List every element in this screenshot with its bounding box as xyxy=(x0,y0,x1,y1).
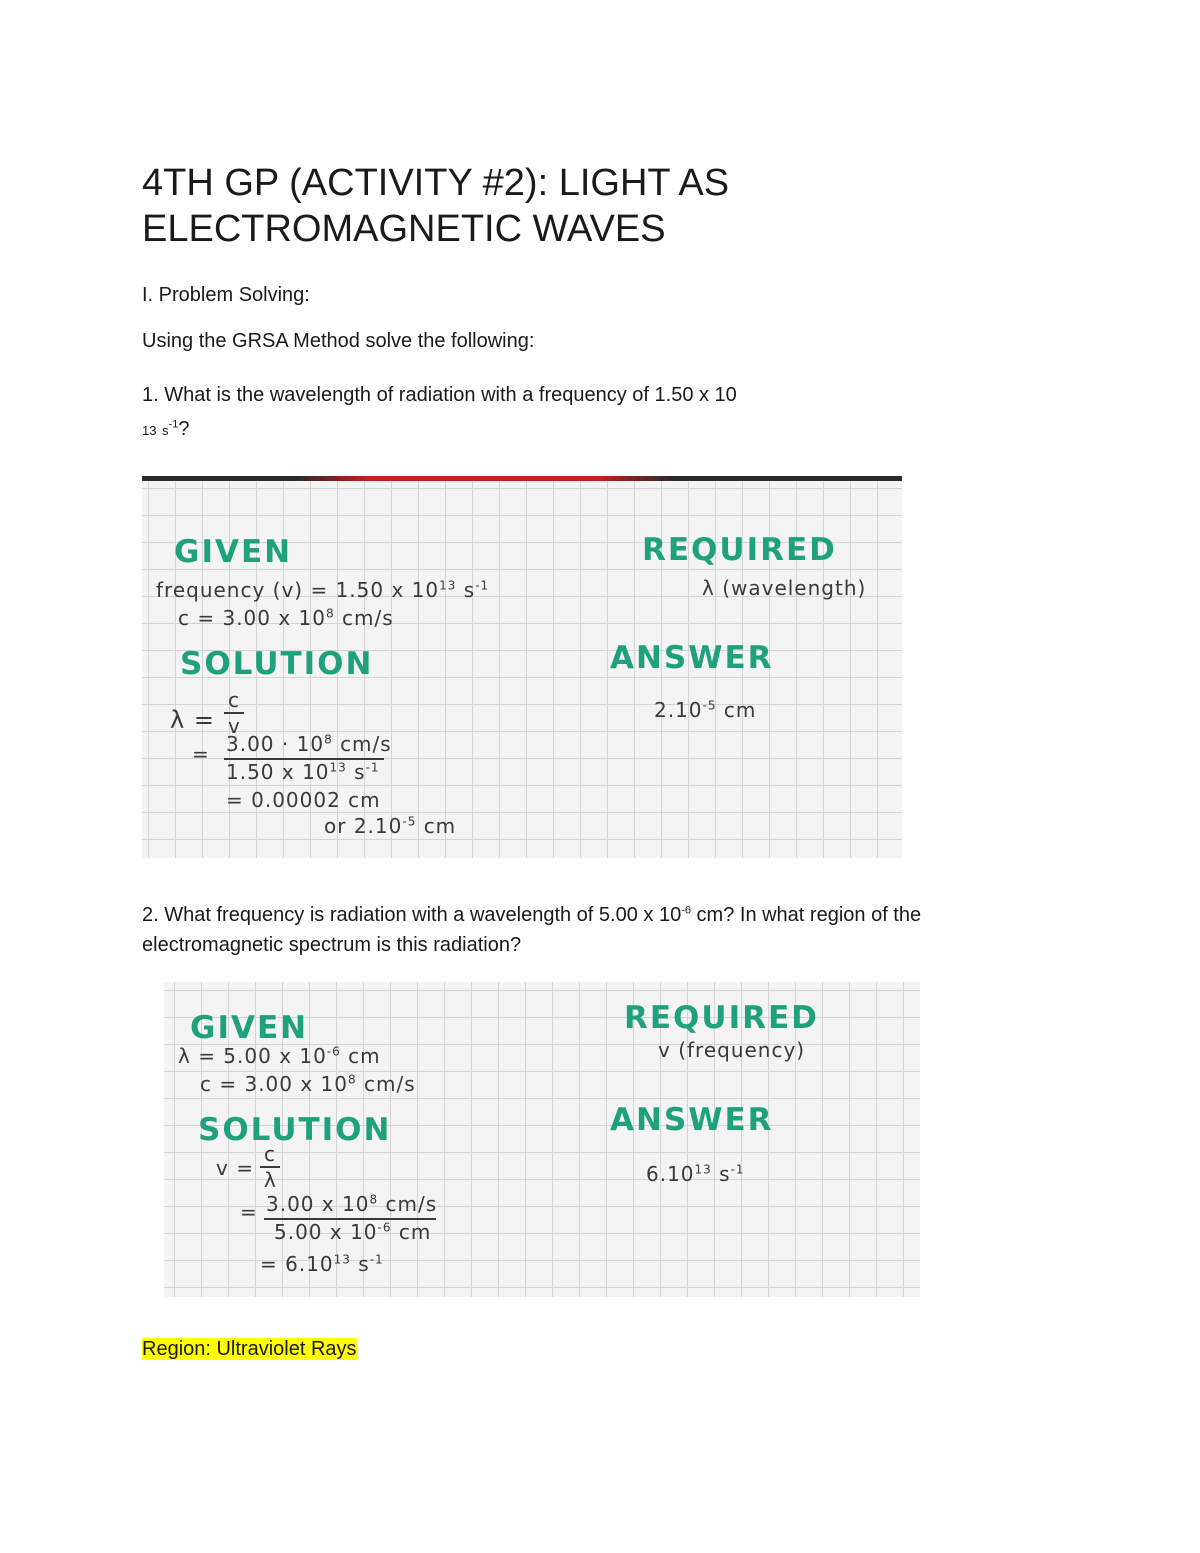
question-1-unit-exponent: -1 xyxy=(168,418,179,431)
photo-2-answer-unit: s xyxy=(719,1162,731,1186)
photo-1-frequency-unit: s xyxy=(463,578,476,602)
photo-2-result-text: = 6.10 xyxy=(260,1252,334,1276)
question-1-tail: ? xyxy=(178,418,190,440)
photo-2-required-heading: REQUIRED xyxy=(624,1000,819,1036)
question-2-text-a: 2. What frequency is radiation with a wavelength of 5.00 x 10 xyxy=(142,904,682,926)
instruction-text: Using the GRSA Method solve the following: xyxy=(142,330,535,352)
photo-2-equals-sign: = xyxy=(240,1200,258,1224)
photo-1-result-text: or 2.10 xyxy=(324,814,403,838)
photo-2-numerator-unit: cm/s xyxy=(385,1192,438,1216)
photo-2-result-unit: s xyxy=(358,1252,370,1276)
photo-1-answer-exp: -5 xyxy=(702,698,717,713)
photo-1-c-given xyxy=(178,606,394,630)
photo-1-answer-value xyxy=(654,698,756,722)
photo-1-numerator-exp: 8 xyxy=(324,732,333,747)
document-title: 4TH GP (ACTIVITY #2): LIGHT AS ELECTROMAGNETIC WAVES xyxy=(142,162,730,250)
photo-2-solution-heading: SOLUTION xyxy=(198,1112,392,1148)
photo-2-numerator-text: 3.00 x 10 xyxy=(266,1192,370,1216)
photo-1-frequency-given xyxy=(156,578,489,602)
photo-2-answer-unit-exp: -1 xyxy=(730,1162,745,1177)
photo-1-denominator-unit: s xyxy=(354,760,366,784)
photo-2-c-given xyxy=(200,1072,416,1096)
photo-1-equals-sign: = xyxy=(192,742,210,766)
photo-2-lambda-unit: cm xyxy=(348,1044,381,1068)
photo-1-result-scientific xyxy=(324,814,456,838)
photo-1-denominator xyxy=(226,760,380,784)
photo-1-result-exp: -5 xyxy=(402,814,417,829)
photo-2-c-exp: 8 xyxy=(348,1072,357,1087)
question-2-line-1 xyxy=(142,904,921,927)
photo-2-denominator-unit: cm xyxy=(398,1220,432,1244)
photo-1-solution-heading: SOLUTION xyxy=(180,646,374,682)
photo-1-result-unit: cm xyxy=(423,814,457,838)
photo-1-c-exp: 8 xyxy=(326,606,335,621)
photo-1-numerator-text: 3.00 · 10 xyxy=(226,732,325,756)
question-1 xyxy=(142,384,737,407)
question-1-exponent: 13 xyxy=(142,423,157,438)
photo-1-top-edge xyxy=(142,476,902,481)
photo-1-c-unit: cm/s xyxy=(342,606,394,630)
region-answer xyxy=(142,1338,357,1361)
question-2-text-b: cm? In what region of the xyxy=(690,904,922,926)
photo-2-denominator xyxy=(274,1220,431,1244)
photo-1-frequency-exp: 13 xyxy=(439,578,457,593)
photo-1-given-heading: GIVEN xyxy=(174,534,293,570)
photo-2-c-unit: cm/s xyxy=(364,1072,416,1096)
photo-2-v-equals: v = xyxy=(216,1156,254,1180)
photo-1-frequency-unit-exp: -1 xyxy=(475,578,490,593)
photo-2-lambda-exp: -6 xyxy=(326,1044,341,1059)
photo-2-c-text: c = 3.00 x 10 xyxy=(200,1072,348,1096)
question-2-exponent: -6 xyxy=(681,904,691,917)
region-answer-highlight: Region: Ultraviolet Rays xyxy=(142,1338,357,1360)
photo-1-denominator-exp: 13 xyxy=(329,760,347,775)
question-2-line-2: electromagnetic spectrum is this radiation? xyxy=(142,934,522,956)
photo-2-denominator-text: 5.00 x 10 xyxy=(274,1220,378,1244)
photo-1-numerator-unit: cm/s xyxy=(340,732,392,756)
question-1-continuation xyxy=(142,418,189,441)
photo-2-given-heading: GIVEN xyxy=(190,1010,309,1046)
photo-2-frac-numerator: c xyxy=(264,1142,276,1166)
photo-1-answer-heading: ANSWER xyxy=(610,640,774,676)
photo-2-answer-text: 6.10 xyxy=(646,1162,695,1186)
photo-1-denominator-text: 1.50 x 10 xyxy=(226,760,330,784)
photo-2-answer-heading: ANSWER xyxy=(610,1102,774,1138)
photo-2-denominator-exp: -6 xyxy=(377,1220,392,1235)
photo-2-numerator xyxy=(266,1192,437,1216)
question-1-unit: s xyxy=(162,423,169,438)
photo-1-answer-text: 2.10 xyxy=(654,698,703,722)
solution-photo-2 xyxy=(164,982,920,1297)
photo-1-denominator-unit-exp: -1 xyxy=(365,760,380,775)
solution-photo-1 xyxy=(142,476,902,858)
question-1-text: 1. What is the wavelength of radiation with a frequency of 1.50 x 10 xyxy=(142,384,737,406)
photo-1-required-heading: REQUIRED xyxy=(642,532,837,568)
photo-2-answer-exp: 13 xyxy=(694,1162,712,1177)
photo-2-answer-value xyxy=(646,1162,745,1186)
photo-1-lambda-equals: λ = xyxy=(170,706,215,734)
photo-2-lambda-given xyxy=(178,1044,381,1068)
photo-2-frac-denominator: λ xyxy=(264,1168,277,1192)
photo-1-frequency-text: frequency (v) = 1.50 x 10 xyxy=(156,578,440,602)
photo-2-required-value: v (frequency) xyxy=(658,1038,806,1062)
photo-1-frac-numerator: c xyxy=(228,688,240,712)
photo-1-frac-denominator: v xyxy=(228,714,241,738)
photo-1-numerator xyxy=(226,732,392,756)
photo-1-answer-unit: cm xyxy=(723,698,757,722)
section-heading: I. Problem Solving: xyxy=(142,284,310,306)
photo-2-numerator-exp: 8 xyxy=(369,1192,379,1207)
photo-1-required-value: λ (wavelength) xyxy=(702,576,867,600)
photo-2-result-exp: 13 xyxy=(333,1252,351,1267)
photo-2-lambda-text: λ = 5.00 x 10 xyxy=(178,1044,327,1068)
photo-1-result-decimal: = 0.00002 cm xyxy=(226,788,381,812)
photo-2-result xyxy=(260,1252,384,1276)
photo-1-c-text: c = 3.00 x 10 xyxy=(178,606,326,630)
photo-2-result-unit-exp: -1 xyxy=(369,1252,384,1267)
